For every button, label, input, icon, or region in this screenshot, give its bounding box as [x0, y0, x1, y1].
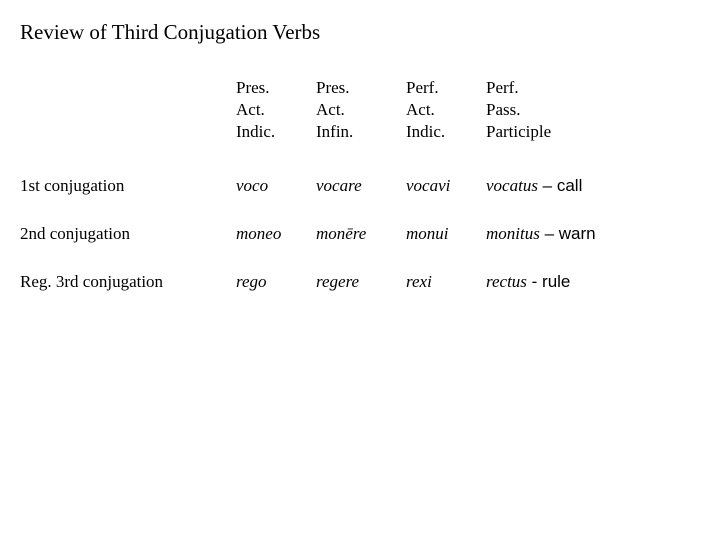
slide-title: Review of Third Conjugation Verbs — [20, 20, 321, 44]
table-row — [0, 270, 720, 294]
pres-act-indic-form: rego — [236, 272, 267, 291]
header-line: Pres. — [316, 78, 350, 97]
header-line: Pres. — [236, 78, 270, 97]
meaning-separator: – — [537, 176, 557, 195]
header-line: Act. — [316, 100, 345, 119]
participle-cell — [486, 270, 570, 294]
header-line: Participle — [486, 122, 552, 141]
header-line: Indic. — [236, 122, 276, 141]
header-line: Act. — [236, 100, 265, 119]
header-line: Act. — [406, 100, 435, 119]
participle-cell — [486, 174, 582, 198]
pres-act-infin-form: vocare — [316, 176, 362, 195]
pres-act-indic-form: voco — [236, 176, 269, 195]
participle-form: vocatus — [486, 176, 538, 195]
pres-act-indic-form: moneo — [236, 224, 282, 243]
header-line: Perf. — [486, 78, 519, 97]
participle-form: rectus — [486, 272, 527, 291]
conjugation-label: 2nd conjugation — [20, 224, 131, 243]
meaning: warn — [558, 224, 596, 243]
header-line: Pass. — [486, 100, 521, 119]
header-pres-act-infin — [316, 77, 353, 143]
header-line: Infin. — [316, 122, 354, 141]
header-pres-act-indic — [236, 77, 275, 143]
header-line: Perf. — [406, 78, 439, 97]
pres-act-infin-form: regere — [316, 272, 360, 291]
meaning-separator: - — [526, 272, 543, 291]
perf-act-indic-form: monui — [406, 224, 449, 243]
header-line: Indic. — [406, 122, 446, 141]
pres-act-infin-form: monēre — [316, 224, 367, 243]
header-perf-act-indic — [406, 77, 445, 143]
perf-act-indic-form: vocavi — [406, 176, 451, 195]
header-perf-pass-participle — [486, 77, 551, 143]
table-row — [0, 222, 720, 246]
table-row — [0, 174, 720, 198]
conjugation-label: 1st conjugation — [20, 176, 125, 195]
meaning-separator: – — [539, 224, 559, 243]
participle-cell — [486, 222, 596, 246]
meaning: rule — [542, 272, 571, 291]
perf-act-indic-form: rexi — [406, 272, 432, 291]
participle-form: monitus — [486, 224, 540, 243]
conjugation-label: Reg. 3rd conjugation — [20, 272, 164, 291]
meaning: call — [556, 176, 583, 195]
